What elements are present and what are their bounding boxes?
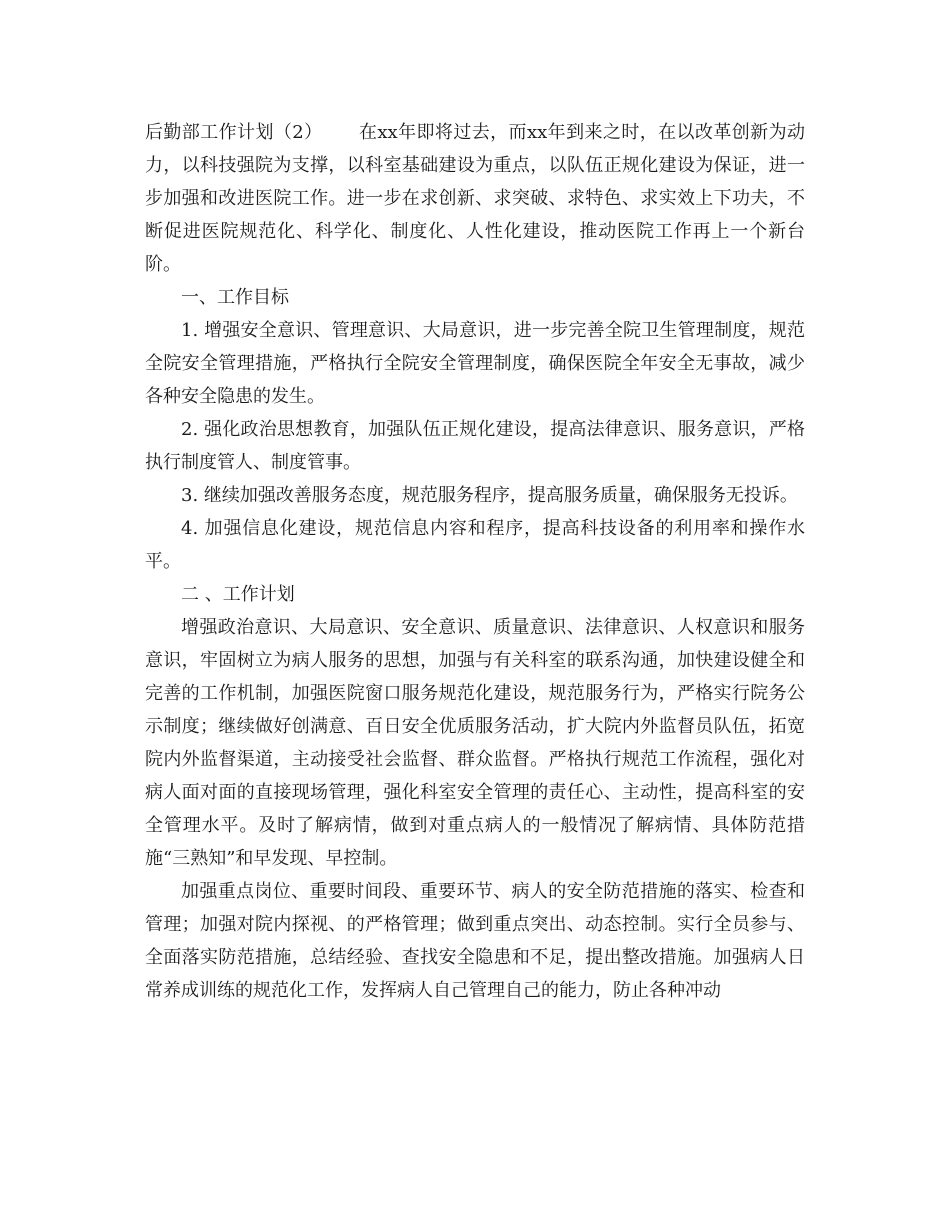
section-heading-goals: 一、工作目标 bbox=[181, 287, 289, 308]
goal-item-3: 3. 继续加强改善服务态度，规范服务程序，提高服务质量，确保服务无投诉。 bbox=[181, 485, 798, 506]
intro-text: 在xx年即将过去，而xx年到来之时，在以改革创新为动力，以科技强院为支撑，以科室基础建设为重点，以队伍正规化建设为保证，进一步加强和改进医院工作。进一步在求创新、求突破、求特色、求实效上下功夫，不断促进医院规范化、科学化、制度化、人性化建设，推动医院工作再上一个新台阶。 bbox=[145, 122, 806, 275]
goal-item-4: 4. 加强信息化建设，规范信息内容和程序，提高科技设备的利用率和操作水平。 bbox=[145, 518, 805, 572]
goal-item-2: 2. 强化政治思想教育，加强队伍正规化建设，提高法律意识、服务意识，严格执行制度管人、制度管事。 bbox=[145, 419, 805, 473]
document-title: 后勤部工作计划（2） bbox=[145, 122, 323, 143]
plan-paragraph-1: 增强政治意识、大局意识、安全意识、质量意识、法律意识、人权意识和服务意识，牢固树立为病人服务的思想，加强与有关科室的联系沟通，加快建设健全和完善的工作机制，加强医院窗口服务规范化建设，规范服务行为，严格实行院务公示制度；继续做好创满意、百日安全优质服务活动，扩大院内外监督员队伍，拓宽院内外监督渠道，主动接受社会监督、群众监督。严格执行规范工作流程，强化对病人面对面的直接现场管理，强化科室安全管理的责任心、主动性，提高科室的安全管理水平。及时了解病情，做到对重点病人的一般情况了解病情、具体防范措施“三熟知”和早发现、早控制。 bbox=[145, 617, 805, 869]
section-heading-plan: 二 、工作计划 bbox=[181, 584, 295, 605]
document-body bbox=[145, 116, 805, 1007]
plan-paragraph-2: 加强重点岗位、重要时间段、重要环节、病人的安全防范措施的落实、检查和管理；加强对院内探视、的严格管理；做到重点突出、动态控制。实行全员参与、全面落实防范措施，总结经验、查找安全隐患和不足，提出整改措施。加强病人日常养成训练的规范化工作，发挥病人自己管理自己的能力，防止各种冲动 bbox=[145, 881, 805, 1001]
goal-item-1: 1. 增强安全意识、管理意识、大局意识，进一步完善全院卫生管理制度，规范全院安全管理措施，严格执行全院安全管理制度，确保医院全年安全无事故，减少各种安全隐患的发生。 bbox=[145, 320, 805, 407]
intro-paragraph bbox=[145, 116, 805, 281]
